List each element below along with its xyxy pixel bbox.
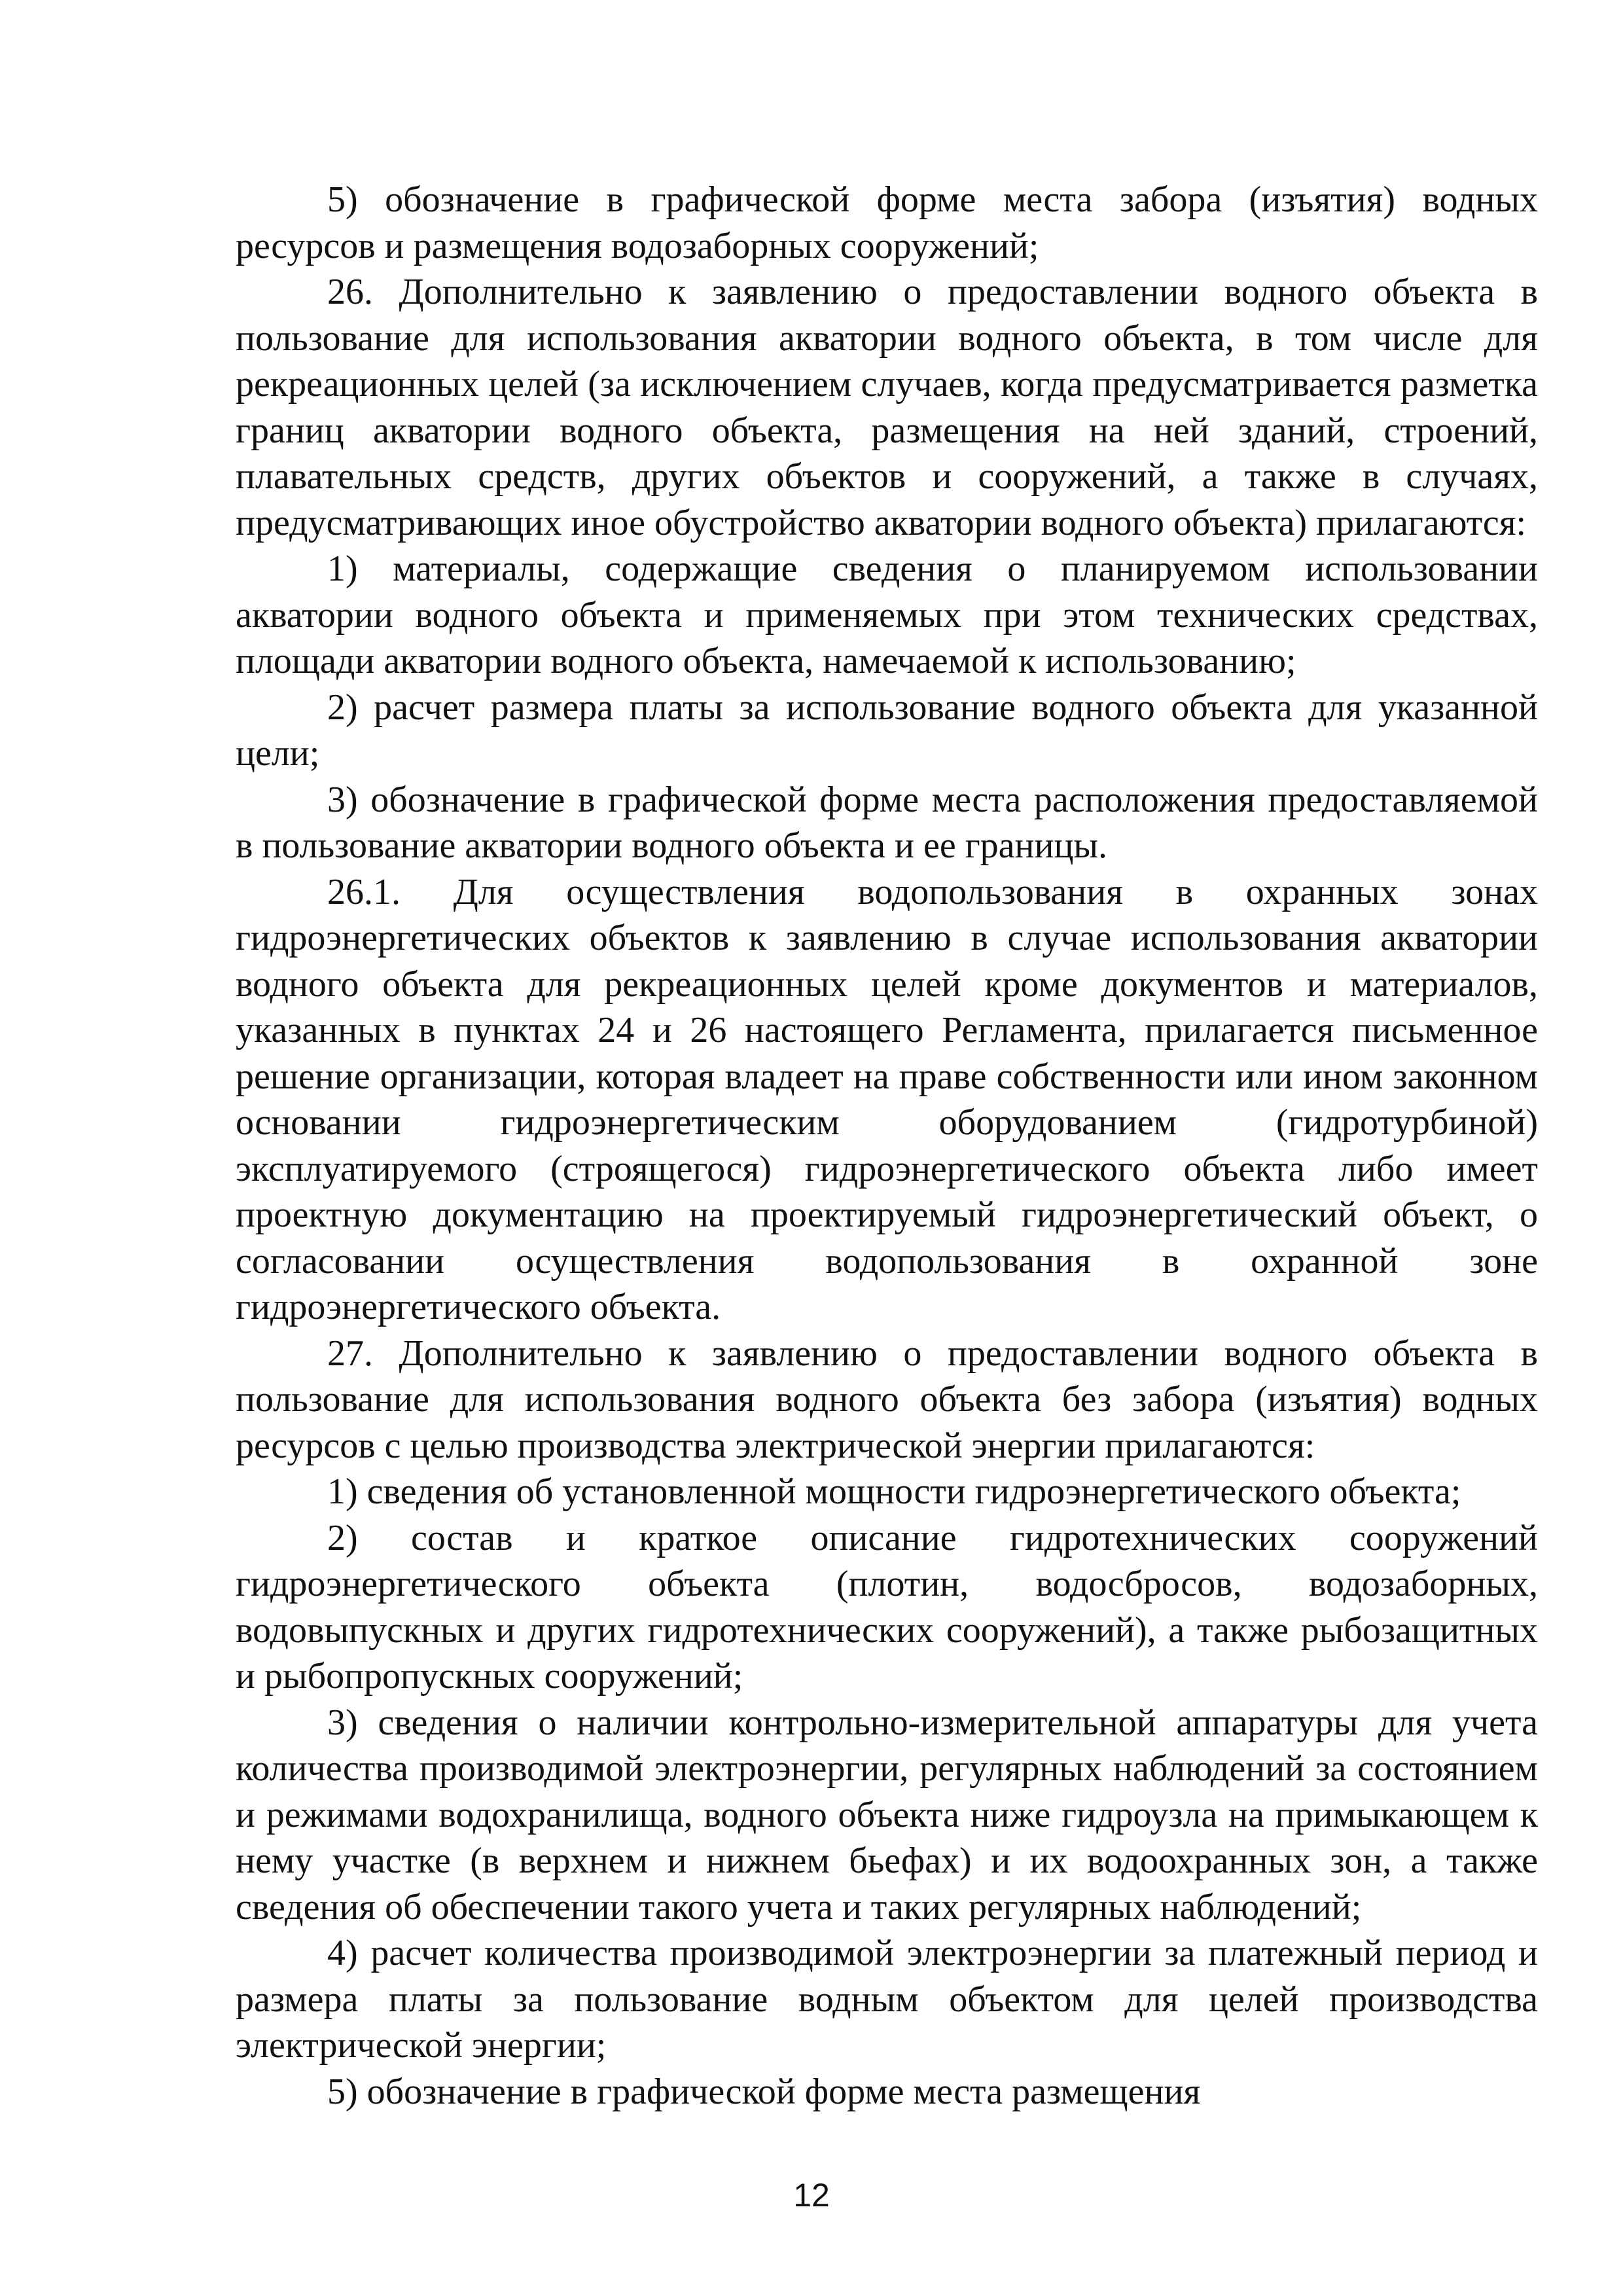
paragraph-27-item-5: 5) обозначение в графической форме места размещения <box>327 2071 1201 2112</box>
paragraph-section-27: 27. Дополнительно к заявлению о предоставлении водного объекта в пользование для использования водного объекта без забора (изъятия) водных ресурсов с целью производства электрической энергии прилагаются: <box>236 1333 1538 1466</box>
paragraph-27-item-4: 4) расчет количества производимой электроэнергии за платежный период и размера платы за пользование водным объектом для целей производства электрической энергии; <box>236 1933 1538 2066</box>
document-body <box>236 177 1538 2115</box>
paragraph-26-item-2: 2) расчет размера платы за использование водного объекта для указанной цели; <box>236 687 1538 774</box>
paragraph-27-item-1: 1) сведения об установленной мощности гидроэнергетического объекта; <box>327 1471 1461 1512</box>
paragraph-27-item-2: 2) состав и краткое описание гидротехнических сооружений гидроэнергетического объекта (плотин, водосбросов, водозаборных, водовыпускных и других гидротехнических сооружений), а также рыбозащитных и рыбопропускных сооружений; <box>236 1517 1538 1696</box>
paragraph-section-26: 26. Дополнительно к заявлению о предоставлении водного объекта в пользование для использования акватории водного объекта, в том числе для рекреационных целей (за исключением случаев, когда предусматривается разметка границ акватории водного объекта, размещения на ней зданий, строений, плавательных средств, других объектов и сооружений, а также в случаях, предусматривающих иное обустройство акватории водного объекта) прилагаются: <box>236 272 1538 543</box>
paragraph-section-26-1: 26.1. Для осуществления водопользования в охранных зонах гидроэнергетических объектов к заявлению в случае использования акватории водного объекта для рекреационных целей кроме документов и материалов, указанных в пунктах 24 и 26 настоящего Регламента, прилагается письменное решение организации, которая владеет на праве собственности или ином законном основании гидроэнергетическим оборудованием (гидротурбиной) эксплуатируемого (строящегося) гидроэнергетического объекта либо имеет проектную документацию на проектируемый гидроэнергетический объект, о согласовании осуществления водопользования в охранной зоне гидроэнергетического объекта. <box>236 871 1538 1327</box>
paragraph-26-item-3: 3) обозначение в графической форме места расположения предоставляемой в пользование акватории водного объекта и ее границы. <box>236 779 1538 866</box>
paragraph-27-item-3: 3) сведения о наличии контрольно-измерительной аппаратуры для учета количества производимой электроэнергии, регулярных наблюдений за состоянием и режимами водохранилища, водного объекта ниже гидроузла на примыкающем к нему участке (в верхнем и нижнем бьефах) и их водоохранных зон, а также сведения об обеспечении такого учета и таких регулярных наблюдений; <box>236 1702 1538 1928</box>
paragraph-item-5-water-intake: 5) обозначение в графической форме места забора (изъятия) водных ресурсов и размещения водозаборных сооружений; <box>236 179 1538 266</box>
paragraph-26-item-1: 1) материалы, содержащие сведения о планируемом использовании акватории водного объекта и применяемых при этом технических средствах, площади акватории водного объекта, намечаемой к использованию; <box>236 548 1538 681</box>
page-number: 12 <box>793 2177 830 2214</box>
